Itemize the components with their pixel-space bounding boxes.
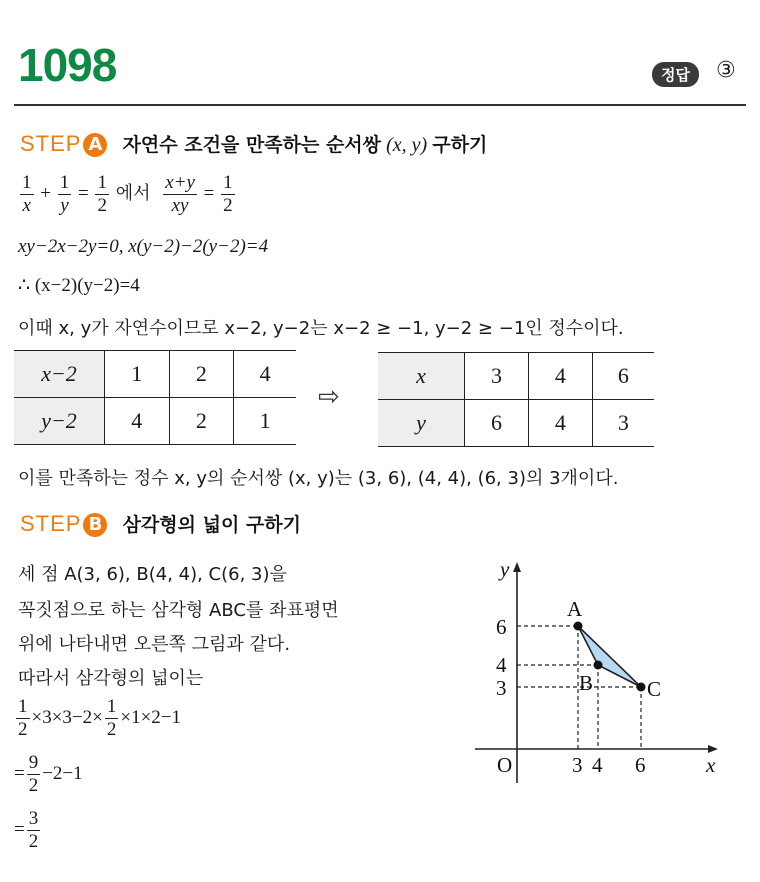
y-axis-arrow-icon	[513, 562, 521, 572]
table-cell: 1	[234, 398, 296, 445]
table-cell: 6	[465, 400, 529, 447]
ordered-pairs-conclusion: 이를 만족하는 정수 x, y의 순서쌍 (x, y)는 (3, 6), (4, 4), (6, 3)의 3개이다.	[18, 468, 619, 489]
frac-den: 2	[28, 775, 39, 796]
table-cell: 2	[169, 398, 234, 445]
table-row	[14, 351, 296, 398]
row-header: x	[378, 353, 465, 400]
point-b-label: B	[579, 671, 594, 695]
frac-num: 9	[28, 752, 39, 773]
step-b-title: 삼각형의 넓이 구하기	[122, 514, 301, 536]
area-calculation-1	[14, 696, 181, 741]
table-cell: 4	[234, 351, 296, 398]
table-cell: 3	[592, 400, 654, 447]
area-calculation-3	[14, 808, 42, 853]
y-axis-label: y	[500, 557, 510, 581]
frac-num: 1	[106, 696, 117, 717]
step-b-text-4: 따라서 삼각형의 넓이는	[18, 668, 204, 689]
table-cell: 6	[592, 353, 654, 400]
answer-badge: 정답	[652, 62, 699, 87]
frac-den: 2	[223, 195, 233, 216]
frac-num: 1	[223, 172, 233, 193]
answer-value: ③	[716, 58, 736, 83]
natural-number-condition: 이때 x, y가 자연수이므로 x−2, y−2는 x−2 ≥ −1, y−2 ≥ −1인 정수이다.	[18, 318, 624, 339]
header-divider	[14, 104, 746, 106]
frac-den: 2	[18, 719, 28, 740]
step-a-title-math: (x, y)	[386, 134, 428, 156]
table-cell: 4	[528, 400, 592, 447]
equals-sign: =	[14, 818, 25, 840]
equation-2: xy−2x−2y=0, x(y−2)−2(y−2)=4	[18, 236, 269, 257]
step-a-heading	[20, 130, 487, 157]
step-b-text-1: 세 점 A(3, 6), B(4, 4), C(6, 3)을	[18, 564, 287, 585]
frac-num: 3	[28, 808, 39, 829]
table-cell: 4	[528, 353, 592, 400]
coordinate-graph	[460, 550, 740, 790]
table-offsets	[14, 350, 296, 445]
point-b	[594, 661, 603, 670]
frac-den: y	[60, 195, 69, 216]
x-axis-label: x	[706, 753, 716, 777]
table-cell: 3	[465, 353, 529, 400]
table-cell: 2	[169, 351, 234, 398]
table-row	[378, 400, 654, 447]
area-calculation-2	[14, 752, 83, 797]
table-cell: 1	[105, 351, 170, 398]
step-a-label: STEP	[20, 131, 82, 156]
table-row	[378, 353, 654, 400]
y-tick-4: 4	[496, 653, 507, 677]
x-tick-3: 3	[572, 753, 583, 777]
x-tick-4: 4	[592, 753, 603, 777]
plus-sign: +	[40, 182, 51, 204]
right-arrow-icon: ⇨	[318, 382, 340, 412]
frac-num: 1	[97, 172, 107, 193]
frac-den: 2	[97, 195, 107, 216]
table-values	[378, 352, 654, 447]
frac-num: 1	[59, 172, 70, 193]
equation-3: ∴ (x−2)(y−2)=4	[18, 275, 140, 296]
equation-1	[18, 172, 237, 217]
calc-tail: ×1×2−1	[120, 706, 182, 728]
origin-label: O	[497, 753, 513, 777]
row-header: y−2	[14, 398, 105, 445]
step-a-title: 자연수 조건을 만족하는 순서쌍	[122, 134, 382, 156]
frac-num: x+y	[165, 172, 195, 193]
problem-number: 1098	[18, 39, 117, 91]
table-row	[14, 398, 296, 445]
step-b-badge-icon: B	[83, 513, 107, 537]
row-header: y	[378, 400, 465, 447]
calc-tail: −2−1	[42, 762, 83, 784]
x-tick-6: 6	[635, 753, 646, 777]
frac-den: 2	[28, 831, 39, 852]
equals-sign: =	[14, 762, 25, 784]
step-a-title-tail: 구하기	[432, 134, 488, 156]
calc-middle: ×3×3−2×	[31, 706, 103, 728]
table-cell: 4	[105, 398, 170, 445]
point-a-label: A	[567, 597, 583, 621]
frac-den: 2	[106, 719, 117, 740]
step-b-label: STEP	[20, 511, 82, 536]
frac-den: x	[22, 195, 31, 216]
frac-num: 1	[18, 696, 28, 717]
frac-num: 1	[22, 172, 32, 193]
y-tick-3: 3	[496, 676, 507, 700]
korean-word: 에서	[115, 182, 151, 204]
equals-sign: =	[77, 182, 89, 204]
point-c	[637, 683, 646, 692]
y-tick-6: 6	[496, 615, 507, 639]
point-c-label: C	[647, 677, 662, 701]
step-b-text-2: 꼭짓점으로 하는 삼각형 ABC를 좌표평면	[18, 600, 339, 621]
point-a	[574, 622, 583, 631]
row-header: x−2	[14, 351, 105, 398]
step-a-badge-icon: A	[83, 133, 107, 157]
step-b-heading	[20, 510, 301, 537]
equals-sign: =	[203, 182, 215, 204]
x-axis-arrow-icon	[708, 745, 718, 753]
step-b-text-3: 위에 나타내면 오른쪽 그림과 같다.	[18, 634, 291, 655]
frac-den: xy	[171, 195, 189, 216]
